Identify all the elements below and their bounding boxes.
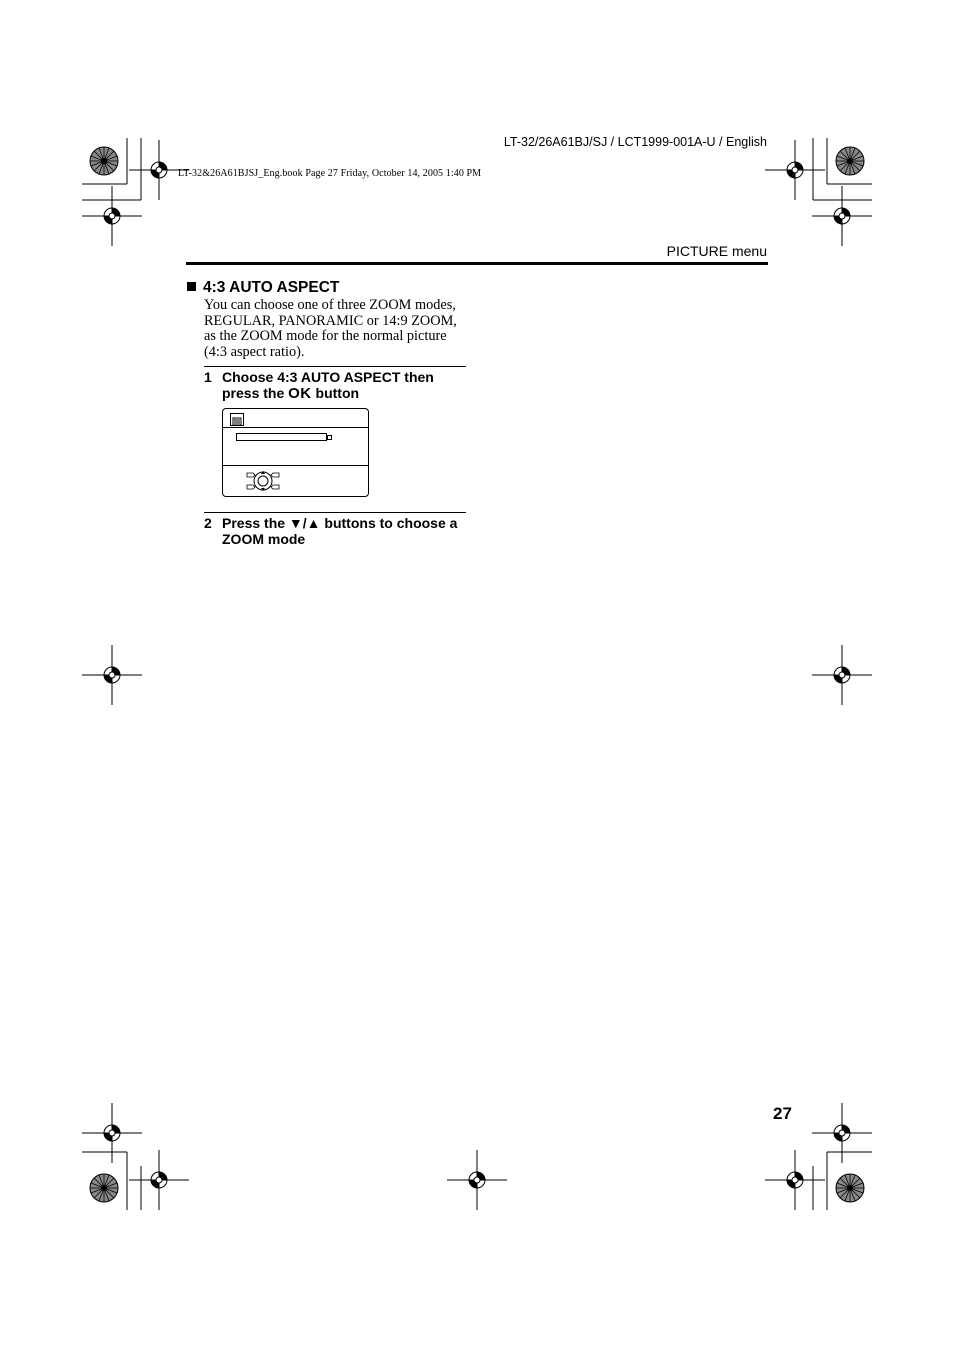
- intro-line: REGULAR, PANORAMIC or 14:9 ZOOM,: [204, 312, 457, 329]
- document-code: LT-32/26A61BJ/SJ / LCT1999-001A-U / English: [503, 135, 767, 149]
- intro-line: as the ZOOM mode for the normal picture: [204, 328, 447, 345]
- step-text-part: press the: [222, 385, 289, 401]
- step-number: 1: [204, 369, 212, 385]
- step-line: Choose 4:3 AUTO ASPECT then: [222, 369, 434, 385]
- step-number: 2: [204, 515, 212, 531]
- page-number: 27: [773, 1104, 792, 1123]
- step-line: Press the ▼/▲ buttons to choose a: [222, 515, 458, 531]
- step-line: ZOOM mode: [222, 531, 306, 547]
- ok-button-label: OK: [288, 385, 312, 402]
- print-info: LT-32&26A61BJSJ_Eng.book Page 27 Friday, October 14, 2005 1:40 PM: [178, 168, 482, 179]
- section-title: PICTURE menu: [666, 243, 767, 259]
- intro-line: (4:3 aspect ratio).: [204, 343, 305, 360]
- heading-text: 4:3 AUTO ASPECT: [203, 279, 340, 296]
- intro-line: You can choose one of three ZOOM modes,: [204, 297, 456, 313]
- step-text-part: button: [311, 385, 360, 401]
